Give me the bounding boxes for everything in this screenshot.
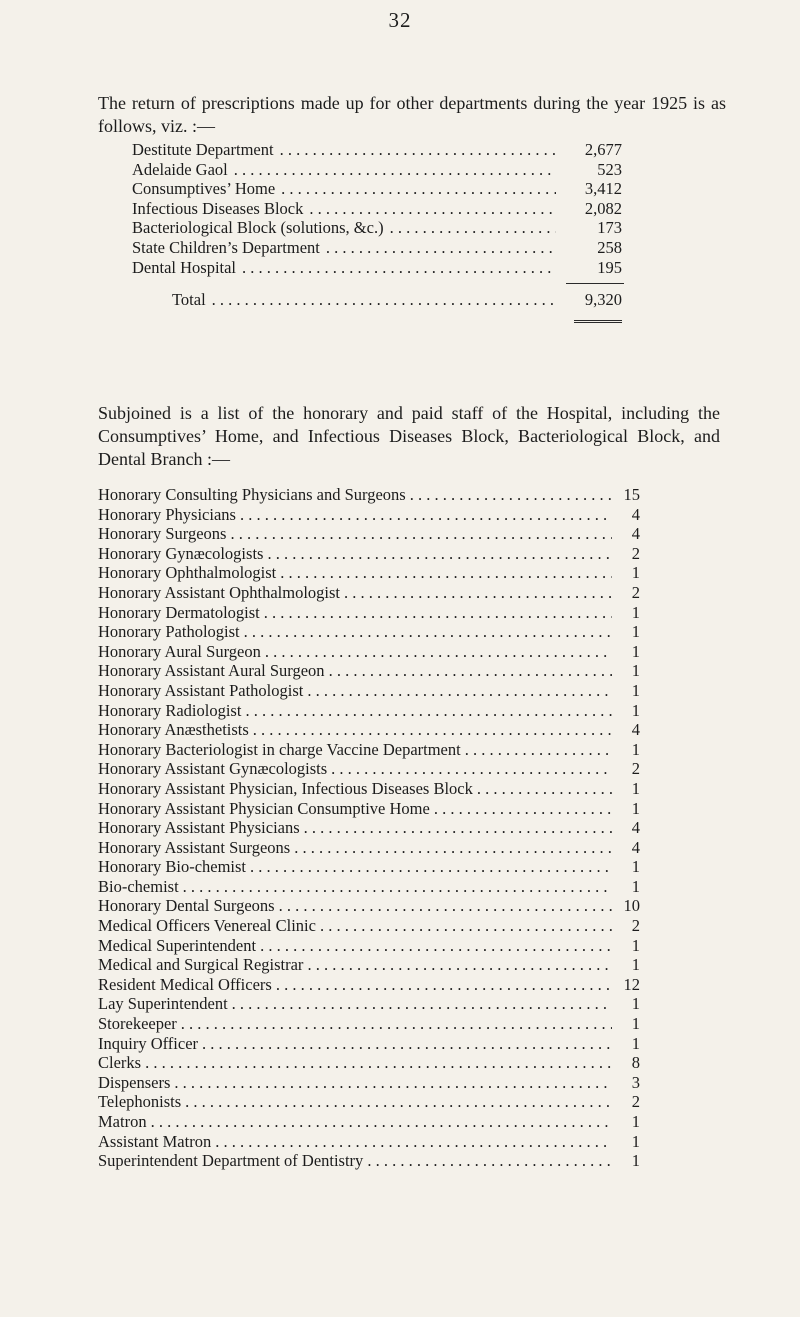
list-item	[98, 1034, 640, 1054]
list-item	[98, 583, 640, 603]
item-label: Honorary Gynæcologists	[98, 543, 264, 563]
item-label: Lay Superintendent	[98, 994, 228, 1014]
leader-dots	[280, 140, 556, 160]
list-item	[98, 701, 640, 721]
item-label: Bio-chemist	[98, 876, 179, 896]
list-item	[132, 218, 622, 238]
leader-dots	[181, 1014, 612, 1034]
item-label: Telephonists	[98, 1092, 182, 1112]
list-item	[98, 1053, 640, 1073]
leader-dots	[367, 1151, 612, 1171]
list-item	[98, 485, 640, 505]
total-row	[172, 290, 622, 310]
item-label: Dental Hospital	[132, 257, 237, 277]
list-item	[98, 1132, 640, 1152]
item-value: 2	[631, 543, 640, 563]
leader-dots	[477, 779, 612, 799]
list-item	[132, 160, 622, 180]
leader-dots	[202, 1034, 612, 1054]
list-item	[98, 779, 640, 799]
list-item	[98, 857, 640, 877]
item-value: 1	[631, 739, 640, 759]
list-item	[98, 936, 640, 956]
item-value: 1	[631, 680, 640, 700]
item-value: 1	[631, 1014, 640, 1034]
leader-dots	[390, 218, 556, 238]
item-label: Destitute Department	[132, 140, 274, 159]
leader-dots	[232, 994, 612, 1014]
item-label: Medical Superintendent	[98, 935, 257, 955]
item-value: 4	[631, 818, 640, 838]
item-label: Adelaide Gaol	[132, 159, 228, 179]
leader-dots	[329, 661, 612, 681]
leader-dots	[145, 1053, 612, 1073]
page-number: 32	[388, 8, 412, 32]
list-item	[98, 1151, 640, 1171]
leader-dots	[215, 1132, 612, 1152]
item-label: Honorary Assistant Pathologist	[98, 680, 304, 700]
item-value: 2	[631, 582, 640, 602]
item-value: 1	[631, 1033, 640, 1053]
list-item	[98, 994, 640, 1014]
item-label: Infectious Diseases Block	[132, 198, 304, 218]
leader-dots	[250, 857, 612, 877]
list-item	[98, 818, 640, 838]
item-label: Honorary Bacteriologist in charge Vaccine Department	[98, 739, 461, 759]
item-value: 2	[631, 1092, 640, 1112]
item-label: Honorary Assistant Aural Surgeon	[98, 661, 325, 681]
prescriptions-list	[132, 140, 622, 277]
list-item	[98, 740, 640, 760]
leader-dots	[230, 524, 612, 544]
total-rule	[566, 283, 624, 284]
list-item	[98, 622, 640, 642]
leader-dots	[260, 936, 612, 956]
item-value: 3,412	[584, 179, 622, 199]
list-item	[98, 720, 640, 740]
item-label: Storekeeper	[98, 1014, 177, 1034]
list-item	[98, 1073, 640, 1093]
leader-dots	[265, 642, 612, 662]
item-label: Honorary Dermatologist	[98, 602, 260, 622]
leader-dots	[434, 799, 612, 819]
item-label: Honorary Bio-chemist	[98, 857, 247, 877]
item-label: Honorary Assistant Gynæcologists	[98, 759, 328, 779]
staff-intro: Subjoined is a list of the honorary and paid staff of the Hospital, including the Consumptives’ Home, and Infectious Diseases Block, Bacteriological Block, and Dental Branch :—	[98, 403, 720, 469]
list-item	[98, 642, 640, 662]
leader-dots	[410, 485, 612, 505]
leader-dots	[245, 701, 612, 721]
item-label: Medical Officers Venereal Clinic	[98, 916, 316, 936]
item-label: Resident Medical Officers	[98, 974, 272, 994]
leader-dots	[234, 160, 556, 180]
item-value: 1	[631, 955, 640, 975]
item-label: Honorary Ophthalmologist	[98, 563, 277, 583]
item-value: 1	[631, 1151, 640, 1171]
item-value: 523	[597, 159, 622, 179]
item-value: 1	[631, 661, 640, 681]
item-value: 2	[631, 759, 640, 779]
leader-dots	[279, 896, 612, 916]
leader-dots	[242, 258, 556, 278]
item-value: 1	[631, 563, 640, 583]
leader-dots	[264, 603, 612, 623]
item-label: Honorary Pathologist	[98, 622, 240, 642]
leader-dots	[276, 975, 612, 995]
item-label: Honorary Assistant Surgeons	[98, 837, 291, 857]
leader-dots	[320, 916, 612, 936]
leader-dots	[344, 583, 612, 603]
total-double-rule	[574, 320, 622, 323]
item-label: Honorary Consulting Physicians and Surgeons	[98, 485, 406, 504]
item-label: Honorary Surgeons	[98, 524, 227, 544]
item-value: 2	[631, 916, 640, 936]
item-value: 3	[631, 1072, 640, 1092]
item-value: 12	[623, 974, 640, 994]
item-value: 258	[597, 237, 622, 257]
total-label: Total	[172, 290, 206, 309]
leader-dots	[174, 1073, 612, 1093]
item-value: 195	[597, 257, 622, 277]
leader-dots	[212, 290, 556, 310]
item-label: Honorary Radiologist	[98, 700, 242, 720]
item-label: Honorary Anæsthetists	[98, 720, 249, 740]
item-label: Dispensers	[98, 1072, 171, 1092]
leader-dots	[151, 1112, 612, 1132]
list-item	[98, 975, 640, 995]
item-value: 2,677	[584, 140, 622, 159]
item-value: 1	[631, 778, 640, 798]
leader-dots	[281, 179, 556, 199]
list-item	[132, 258, 622, 278]
leader-dots	[267, 544, 612, 564]
leader-dots	[331, 759, 612, 779]
item-value: 1	[631, 935, 640, 955]
item-value: 173	[597, 218, 622, 238]
item-label: Inquiry Officer	[98, 1033, 199, 1053]
item-value: 1	[631, 622, 640, 642]
list-item	[132, 140, 622, 160]
leader-dots	[304, 818, 612, 838]
item-value: 1	[631, 700, 640, 720]
leader-dots	[465, 740, 612, 760]
item-value: 1	[631, 876, 640, 896]
list-item	[132, 238, 622, 258]
list-item	[98, 524, 640, 544]
item-label: Honorary Aural Surgeon	[98, 641, 261, 661]
list-item	[132, 199, 622, 219]
leader-dots	[307, 955, 612, 975]
item-label: Honorary Assistant Physician, Infectious Diseases Block	[98, 778, 473, 798]
leader-dots	[294, 838, 612, 858]
list-item	[98, 759, 640, 779]
list-item	[98, 661, 640, 681]
leader-dots	[183, 877, 612, 897]
list-item	[98, 877, 640, 897]
item-value: 4	[631, 837, 640, 857]
item-label: Bacteriological Block (solutions, &c.)	[132, 218, 384, 238]
leader-dots	[280, 563, 612, 583]
item-value: 4	[631, 524, 640, 544]
item-value: 1	[631, 857, 640, 877]
leader-dots	[326, 238, 556, 258]
list-item	[98, 544, 640, 564]
item-label: Honorary Physicians	[98, 504, 236, 524]
item-value: 10	[623, 896, 640, 916]
list-item	[98, 838, 640, 858]
list-item	[98, 505, 640, 525]
item-value: 2,082	[584, 198, 622, 218]
item-value: 1	[631, 1131, 640, 1151]
item-label: Honorary Dental Surgeons	[98, 896, 275, 916]
item-value: 8	[631, 1053, 640, 1073]
list-item	[98, 799, 640, 819]
list-item	[98, 896, 640, 916]
leader-dots	[307, 681, 612, 701]
leader-dots	[253, 720, 612, 740]
item-value: 1	[631, 1112, 640, 1131]
list-item	[98, 681, 640, 701]
item-label: Consumptives’ Home	[132, 179, 276, 199]
list-item	[98, 1092, 640, 1112]
list-item	[98, 955, 640, 975]
item-value: 15	[623, 485, 640, 504]
staff-list	[98, 485, 640, 1171]
item-value: 1	[631, 798, 640, 818]
item-label: Medical and Surgical Registrar	[98, 955, 304, 975]
list-item	[132, 179, 622, 199]
item-label: Honorary Assistant Physicians	[98, 818, 300, 838]
leader-dots	[309, 199, 556, 219]
item-value: 4	[631, 504, 640, 524]
list-item	[98, 1112, 640, 1132]
leader-dots	[185, 1092, 612, 1112]
item-label: Honorary Assistant Physician Consumptive Home	[98, 798, 430, 818]
list-item	[98, 916, 640, 936]
item-label: Clerks	[98, 1053, 142, 1073]
list-item	[98, 563, 640, 583]
item-label: Superintendent Department of Dentistry	[98, 1151, 364, 1171]
list-item	[98, 603, 640, 623]
leader-dots	[240, 505, 612, 525]
item-label: State Children’s Department	[132, 237, 320, 257]
item-value: 1	[631, 994, 640, 1014]
item-value: 1	[631, 641, 640, 661]
item-value: 4	[631, 720, 640, 740]
item-label: Assistant Matron	[98, 1131, 212, 1151]
total-value: 9,320	[584, 290, 622, 309]
list-item	[98, 1014, 640, 1034]
item-label: Matron	[98, 1112, 147, 1131]
item-value: 1	[631, 602, 640, 622]
item-label: Honorary Assistant Ophthalmologist	[98, 582, 340, 602]
prescriptions-intro: The return of prescriptions made up for other departments during the year 1925 is as follows, viz. :—	[98, 93, 726, 136]
leader-dots	[244, 622, 612, 642]
